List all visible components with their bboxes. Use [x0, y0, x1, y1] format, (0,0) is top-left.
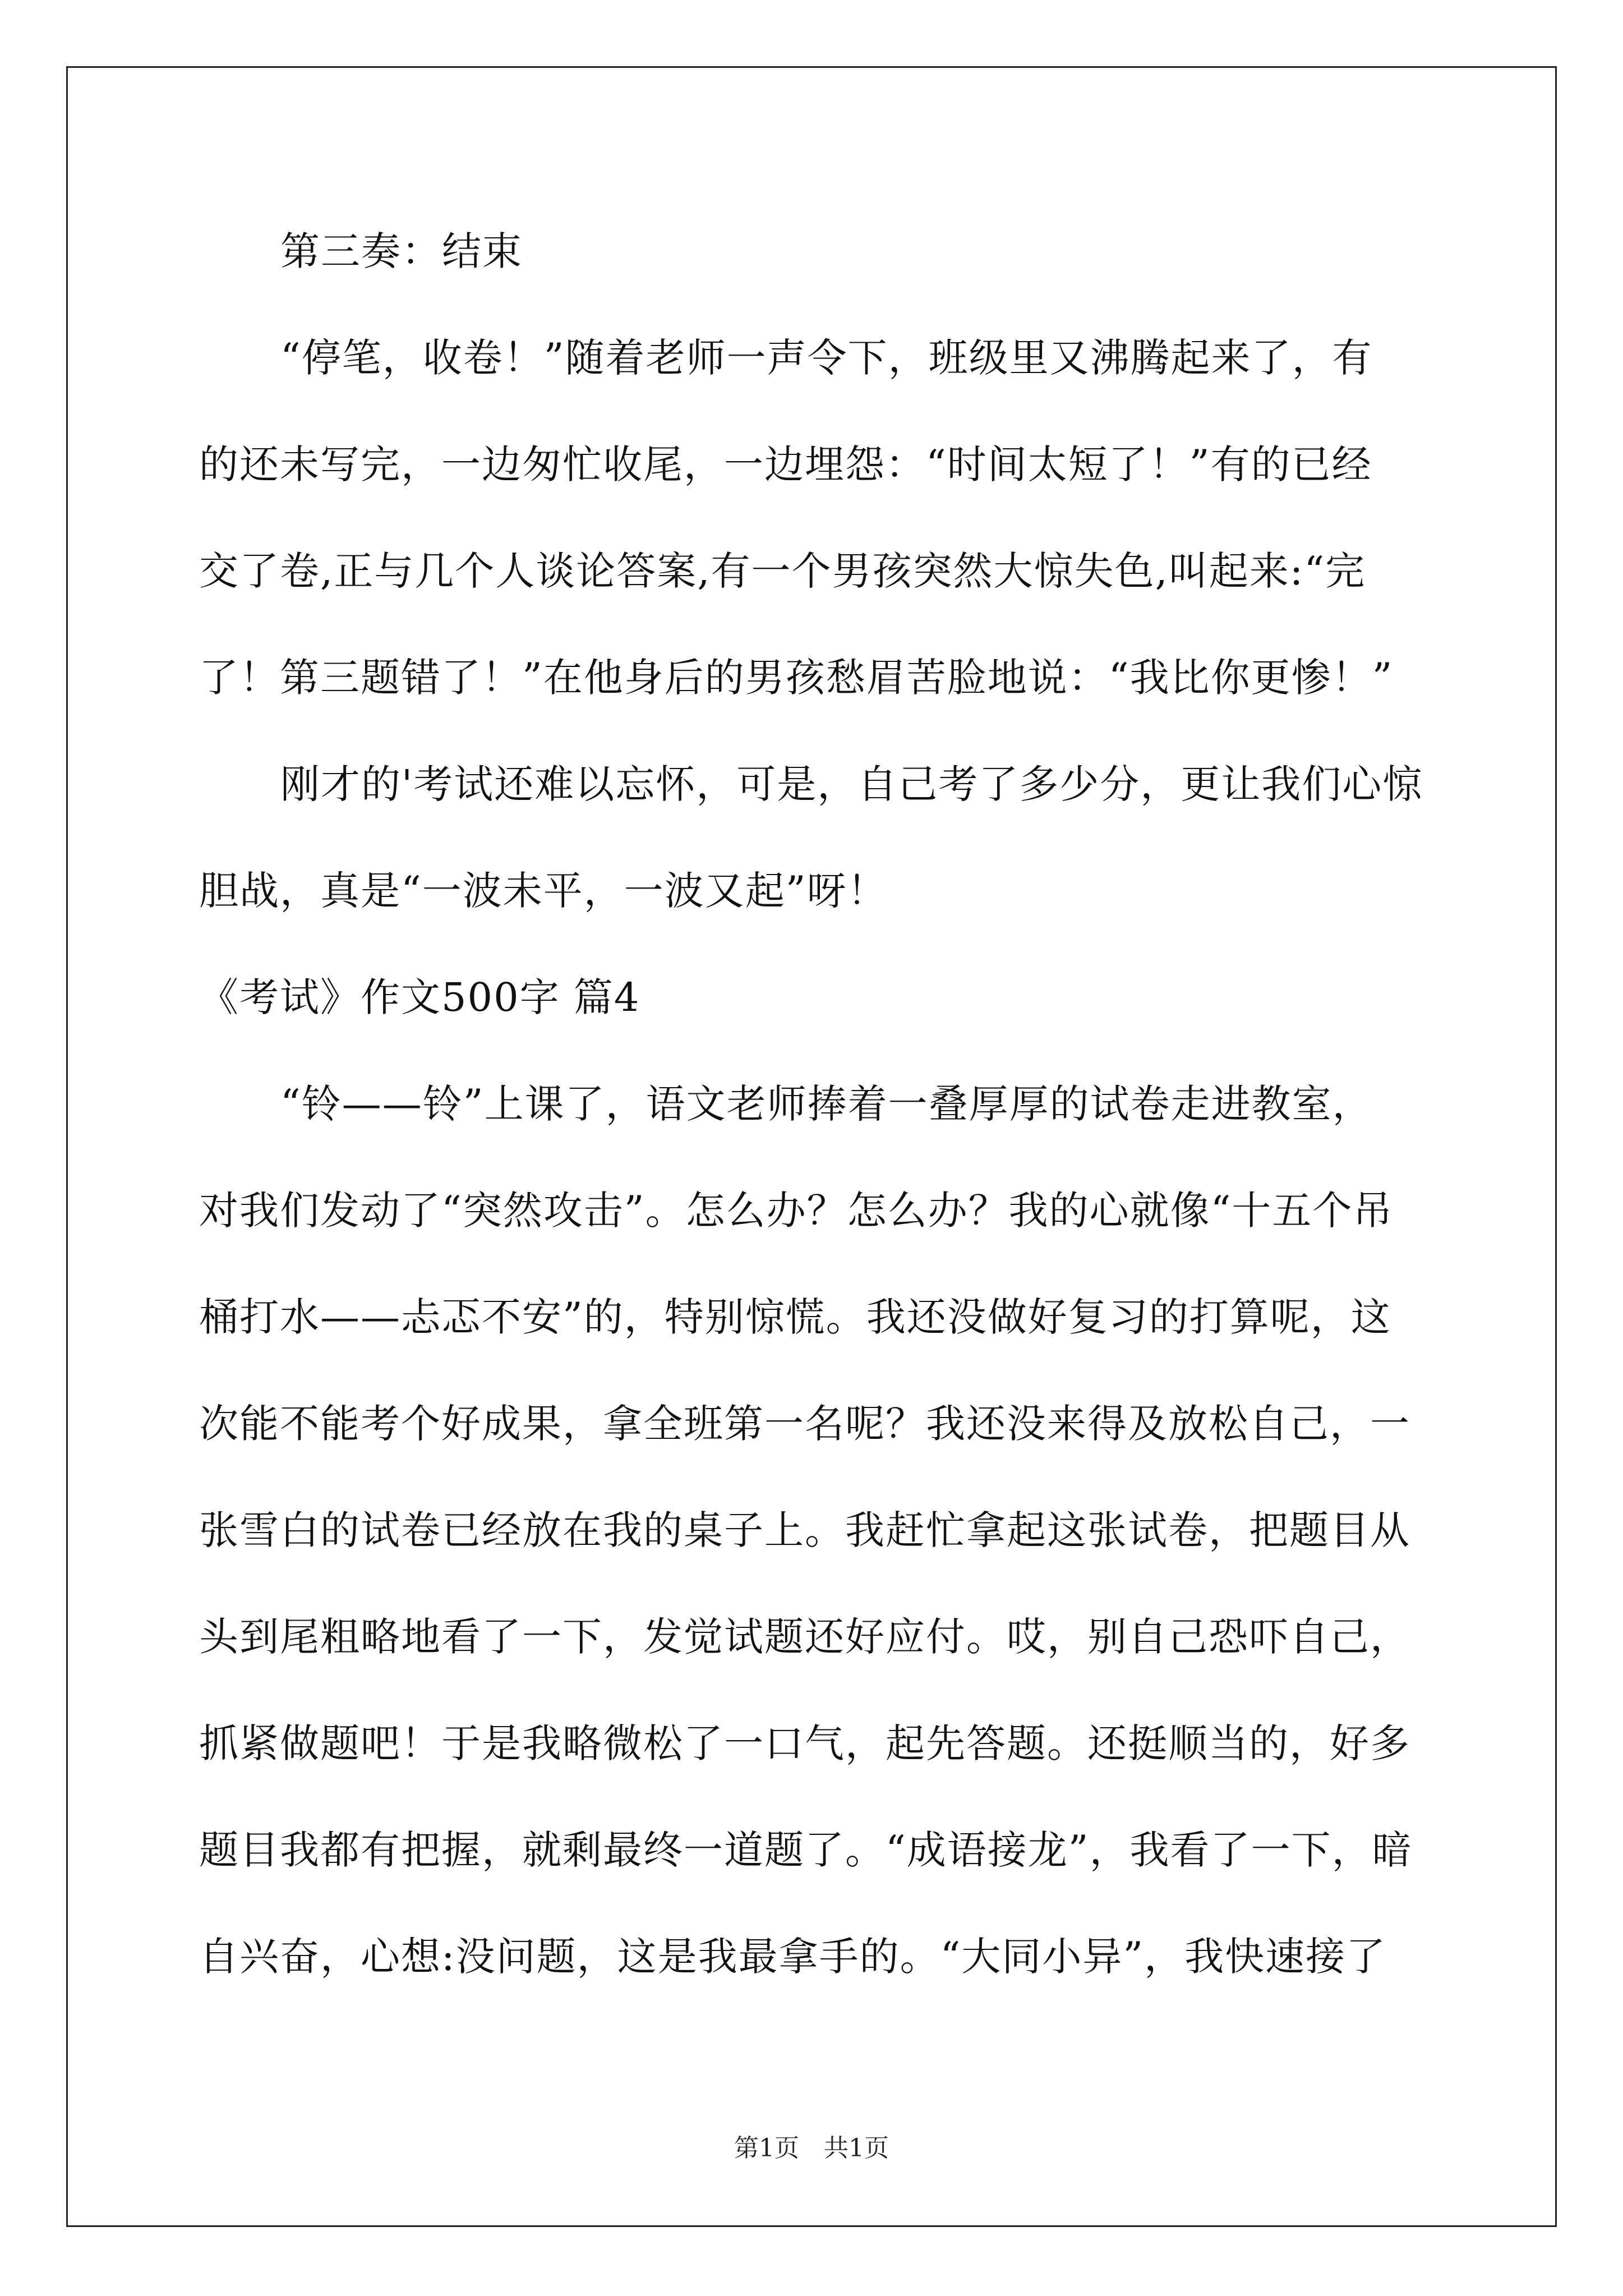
- text-line: 对我们发动了“突然攻击”。怎么办？怎么办？我的心就像“十五个吊: [199, 1188, 1394, 1234]
- text-line: 张雪白的试卷已经放在我的桌子上。我赶忙拿起这张试卷，把题目从: [199, 1507, 1410, 1553]
- text-line: “铃——铃”上课了，语文老师捧着一叠厚厚的试卷走进教室，: [280, 1081, 1373, 1127]
- essay-heading: 《考试》作文500字 篇4: [199, 974, 640, 1020]
- text-line: 桶打水——忐忑不安”的，特别惊慌。我还没做好复习的打算呢，这: [199, 1294, 1391, 1340]
- text-line: 的还未写完，一边匆忙收尾，一边埋怨：“时间太短了！”有的已经: [199, 441, 1372, 487]
- text-line: 刚才的'考试还难以忘怀，可是，自己考了多少分，更让我们心惊: [280, 761, 1423, 807]
- text-line: 了！第三题错了！”在他身后的男孩愁眉苦脸地说：“我比你更惨！”: [199, 655, 1394, 701]
- text-line: 抓紧做题吧！于是我略微松了一口气，起先答题。还挺顺当的，好多: [199, 1720, 1410, 1766]
- text-line: 头到尾粗略地看了一下，发觉试题还好应付。哎，别自己恐吓自己，: [199, 1614, 1410, 1660]
- text-line: 次能不能考个好成果，拿全班第一名呢？我还没来得及放松自己，一: [199, 1401, 1410, 1447]
- page-footer: 第1页 共1页: [734, 2134, 889, 2162]
- text-line: 胆战，真是“一波未平，一波又起”呀！: [199, 868, 888, 914]
- text-line: “停笔，收卷！”随着老师一声令下，班级里又沸腾起来了，有: [280, 335, 1373, 381]
- text-line: 题目我都有把握，就剩最终一道题了。“成语接龙”，我看了一下，暗: [199, 1827, 1413, 1873]
- text-line-section-title: 第三奏：结束: [280, 228, 523, 274]
- text-line: 交了卷,正与几个人谈论答案,有一个男孩突然大惊失色,叫起来:“完: [199, 548, 1366, 594]
- page-border: [66, 66, 1557, 2227]
- text-line: 自兴奋，心想:没问题，这是我最拿手的。“大同小异”，我快速接了: [199, 1934, 1387, 1980]
